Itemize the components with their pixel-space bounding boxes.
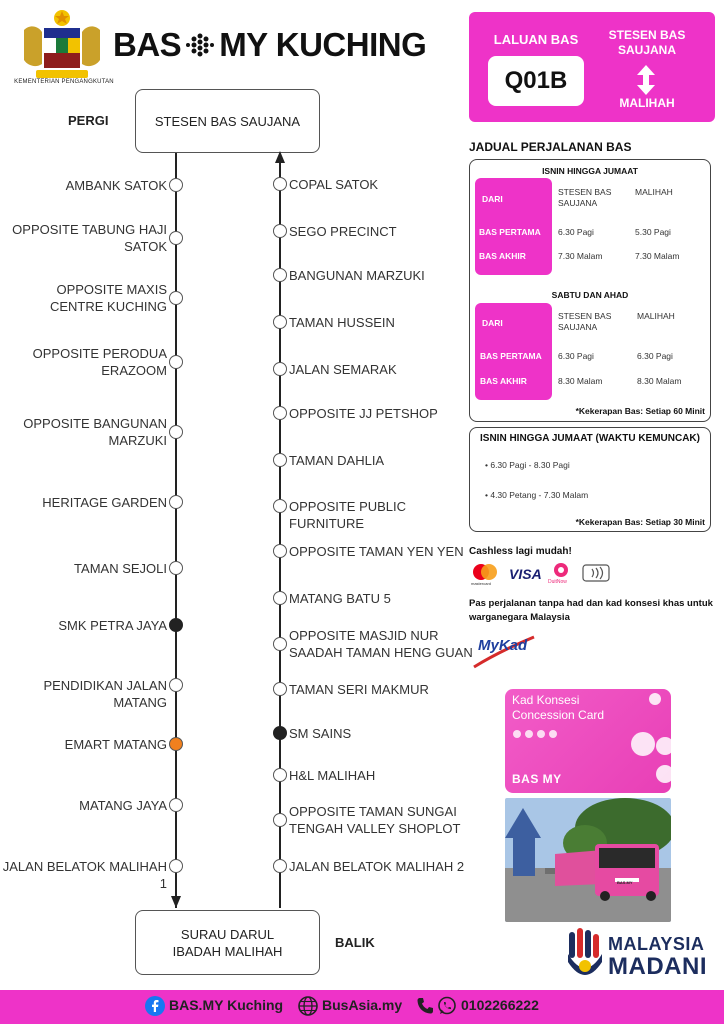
- mastercard-caption: mastercard: [471, 581, 492, 586]
- stop-marker-circle: [273, 499, 287, 513]
- page-title: [113, 26, 426, 64]
- return-stop: OPPOSITE TAMAN YEN YEN: [289, 543, 464, 559]
- weekday-first-1: 6.30 Pagi: [558, 227, 594, 237]
- weekday-last-2: 7.30 Malam: [635, 251, 680, 261]
- stop-marker-circle: [273, 177, 287, 191]
- basmy-dots-icon: [185, 33, 215, 57]
- stop-marker-circle: [273, 637, 287, 651]
- peak-heading: ISNIN HINGGA JUMAAT (WAKTU KEMUNCAK): [480, 433, 700, 444]
- outbound-stop: MATANG JAYA: [79, 797, 167, 813]
- stop-marker-circle: [273, 224, 287, 238]
- frequency-note-30: *Kekerapan Bas: Setiap 30 Minit: [575, 517, 705, 527]
- stop-marker-mall-icon: [169, 737, 183, 751]
- route-destination: MALIHAH: [619, 96, 675, 110]
- title-bas: BAS: [113, 26, 182, 63]
- madani-logo-icon: [566, 926, 604, 978]
- stop-marker-circle: [169, 291, 183, 305]
- facebook-icon: [145, 996, 165, 1016]
- title-city: MY KUCHING: [219, 26, 427, 63]
- return-stop: OPPOSITE JJ PETSHOP: [289, 405, 438, 421]
- stop-marker-circle: [273, 453, 287, 467]
- return-stop: JALAN BELATOK MALIHAH 2: [289, 858, 465, 874]
- weekend-from-1: STESEN BAS SAUJANA: [558, 311, 612, 332]
- visa-icon: VISA: [509, 566, 542, 582]
- frequency-note-60: *Kekerapan Bas: Setiap 60 Minit: [575, 406, 705, 416]
- pass-description: Pas perjalanan tanpa had dan kad konsesi khas untuk warganegara Malaysia: [469, 598, 713, 623]
- stop-marker-circle: [273, 544, 287, 558]
- return-stop: BANGUNAN MARZUKI: [289, 267, 425, 283]
- return-stop: TAMAN HUSSEIN: [289, 314, 395, 330]
- bus-photo: [505, 798, 671, 922]
- concession-brand: BAS MY: [512, 772, 562, 786]
- weekend-row-dari: DARI: [482, 318, 503, 328]
- peak-item-2: • 4.30 Petang - 7.30 Malam: [485, 490, 589, 500]
- outbound-stop: OPPOSITE TABUNG HAJI SATOK: [12, 222, 167, 254]
- weekday-first-2: 5.30 Pagi: [635, 227, 671, 237]
- footer-website[interactable]: BusAsia.my: [322, 997, 403, 1013]
- outbound-stop: OPPOSITE BANGUNAN MARZUKI: [23, 416, 167, 448]
- weekend-last-1: 8.30 Malam: [558, 376, 603, 386]
- return-stop: COPAL SATOK: [289, 176, 379, 192]
- weekday-row-dari: DARI: [482, 194, 503, 204]
- route-origin: STESEN BAS SAUJANA: [608, 28, 686, 57]
- stop-marker-circle: [169, 859, 183, 873]
- stop-marker-circle: [273, 315, 287, 329]
- outbound-stop: JALAN BELATOK MALIHAH 1: [2, 858, 167, 891]
- return-stop: OPPOSITE MASJID NUR SAADAH TAMAN HENG GUAN: [289, 628, 473, 660]
- arrow-down-icon: [171, 896, 181, 908]
- outbound-stop: EMART MATANG: [64, 736, 167, 752]
- return-stop: MATANG BATU 5: [289, 590, 391, 606]
- globe-icon: [298, 996, 318, 1016]
- weekend-row-first: BAS PERTAMA: [480, 351, 542, 361]
- contactless-icon: [582, 561, 610, 583]
- footer-facebook[interactable]: BAS.MY Kuching: [169, 997, 284, 1013]
- phone-icon: [415, 996, 435, 1016]
- balik-label: BALIK: [335, 935, 375, 950]
- stop-marker-circle: [169, 561, 183, 575]
- peak-item-1: • 6.30 Pagi - 8.30 Pagi: [485, 460, 570, 470]
- stop-marker-circle: [273, 362, 287, 376]
- outbound-stop: SMK PETRA JAYA: [58, 617, 167, 633]
- outbound-stop: PENDIDIKAN JALAN MATANG: [43, 677, 167, 710]
- stop-marker-circle: [169, 178, 183, 192]
- end-terminal-line1: SURAU DARUL: [180, 926, 275, 942]
- agency-caption: KEMENTERIAN PENGANGKUTAN: [14, 79, 114, 85]
- outbound-stop: AMBANK SATOK: [65, 177, 167, 193]
- route-code: Q01B: [488, 56, 584, 106]
- weekday-heading: ISNIN HINGGA JUMAAT: [542, 166, 638, 176]
- weekend-heading: SABTU DAN AHAD: [551, 290, 629, 300]
- weekend-first-1: 6.30 Pagi: [558, 351, 594, 361]
- madani-line2: MADANI: [608, 953, 707, 980]
- whatsapp-icon: [437, 996, 457, 1016]
- return-stop: SM SAINS: [289, 725, 352, 741]
- weekend-from-2: MALIHAH: [637, 311, 675, 321]
- return-stop: SEGO PRECINCT: [289, 223, 397, 239]
- route-label: LALUAN BAS: [493, 32, 579, 47]
- stop-marker-circle: [169, 425, 183, 439]
- outbound-stop: TAMAN SEJOLI: [74, 560, 167, 576]
- stop-marker-circle: [169, 231, 183, 245]
- stop-marker-circle: [273, 268, 287, 282]
- stop-marker-school-icon: [273, 726, 287, 740]
- weekday-from-2: MALIHAH: [635, 187, 673, 197]
- stop-marker-circle: [273, 406, 287, 420]
- stop-marker-circle: [169, 678, 183, 692]
- stop-marker-circle: [273, 859, 287, 873]
- start-terminal: STESEN BAS SAUJANA: [135, 89, 320, 153]
- weekday-row-last: BAS AKHIR: [479, 251, 526, 261]
- end-terminal: [135, 910, 320, 975]
- duitnow-caption: DuitNow: [548, 579, 567, 585]
- weekday-row-first: BAS PERTAMA: [479, 227, 541, 237]
- return-stop: H&L MALIHAH: [289, 767, 376, 783]
- return-stop: JALAN SEMARAK: [289, 361, 397, 377]
- weekend-row-last: BAS AKHIR: [480, 376, 527, 386]
- weekend-first-2: 6.30 Pagi: [637, 351, 673, 361]
- outbound-stop: OPPOSITE PERODUA ERAZOOM: [32, 346, 167, 378]
- stop-marker-circle: [273, 682, 287, 696]
- duitnow-icon: [550, 562, 572, 578]
- stop-marker-circle: [169, 495, 183, 509]
- concession-title-malay: Kad Konsesi: [512, 693, 580, 707]
- concession-title-english: Concession Card: [512, 708, 605, 722]
- return-stop: OPPOSITE PUBLIC FURNITURE: [289, 498, 407, 531]
- arrow-up-icon: [275, 151, 285, 163]
- stop-marker-school-icon: [169, 618, 183, 632]
- schedule-title: JADUAL PERJALANAN BAS: [469, 140, 632, 154]
- mykad-label: MyKad: [478, 637, 528, 654]
- two-way-arrow-icon: [635, 64, 657, 96]
- bus-livery-text: BAS.MY: [617, 880, 633, 885]
- return-stop: TAMAN SERI MAKMUR: [289, 681, 429, 697]
- weekday-from-1: STESEN BAS SAUJANA: [558, 187, 612, 208]
- outbound-line: [175, 153, 177, 908]
- end-terminal-line2: IBADAH MALIHAH: [172, 943, 283, 959]
- return-stop: TAMAN DAHLIA: [289, 452, 385, 468]
- stop-marker-circle: [169, 798, 183, 812]
- return-stop: OPPOSITE TAMAN SUNGAI TENGAH VALLEY SHOPLOT: [289, 804, 461, 836]
- madani-line1: MALAYSIA: [608, 934, 705, 954]
- stop-marker-circle: [169, 355, 183, 369]
- stop-marker-circle: [273, 591, 287, 605]
- weekday-last-1: 7.30 Malam: [558, 251, 603, 261]
- coat-of-arms-logo: [16, 8, 108, 80]
- footer-phone[interactable]: 0102266222: [461, 997, 539, 1013]
- cashless-title: Cashless lagi mudah!: [469, 546, 572, 557]
- mykad-logo: [470, 629, 540, 669]
- stop-marker-circle: [273, 813, 287, 827]
- outbound-stop: HERITAGE GARDEN: [42, 494, 167, 510]
- pergi-label: PERGI: [68, 113, 109, 128]
- weekend-last-2: 8.30 Malam: [637, 376, 682, 386]
- stop-marker-circle: [273, 768, 287, 782]
- outbound-stop: OPPOSITE MAXIS CENTRE KUCHING: [49, 282, 167, 314]
